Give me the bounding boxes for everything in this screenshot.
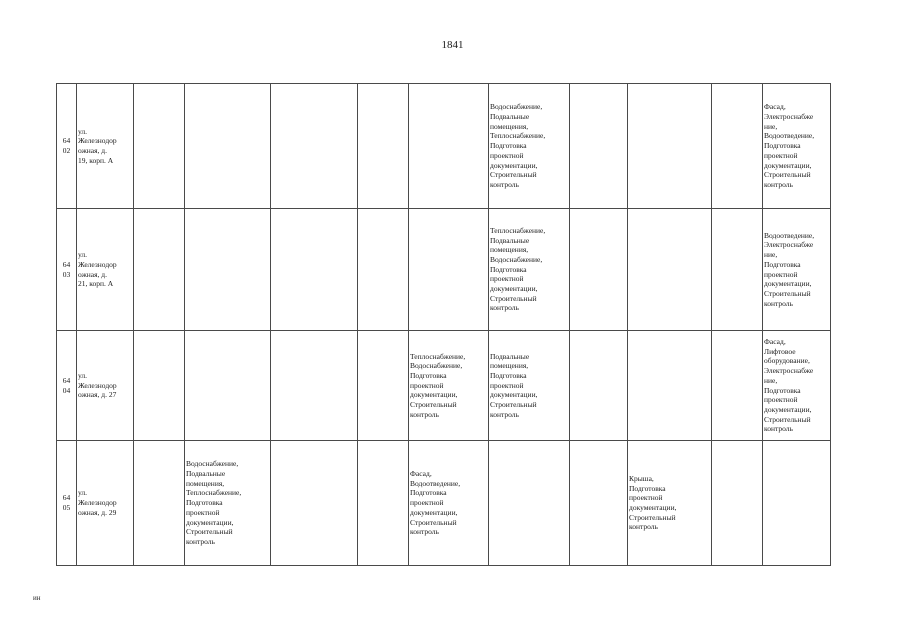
work-type-line: документации,: [410, 507, 458, 517]
address-line: ожная, д.: [78, 146, 107, 155]
table-cell: [570, 331, 628, 441]
address-line: ожная, д. 29: [78, 507, 117, 517]
work-type-line: Подготовка: [490, 370, 527, 380]
address-cell: [77, 84, 134, 209]
work-types-cell: [358, 84, 409, 209]
work-type-line: Строительный: [186, 527, 233, 537]
work-type-line: Водоотведение,: [410, 478, 461, 488]
work-type-line: помещения,: [490, 361, 529, 371]
table-cell: [628, 331, 712, 441]
work-type-line: Лифтовое: [764, 346, 796, 356]
table-row: [57, 441, 831, 566]
row-number-part: 04: [62, 385, 71, 395]
table-cell: [271, 209, 358, 331]
work-types-cell: [489, 331, 570, 441]
work-type-line: ние,: [764, 121, 778, 131]
work-type-line: Строительный: [490, 293, 537, 303]
work-type-line: документации,: [490, 284, 538, 294]
work-type-line: Крыша,: [629, 473, 654, 483]
address-line: ул.: [78, 250, 88, 260]
work-type-line: Подготовка: [764, 385, 801, 395]
work-types-cell: [489, 441, 570, 566]
work-type-line: Водоснабжение,: [186, 459, 239, 469]
address-line: 19, корп. А: [78, 155, 114, 165]
work-type-line: Подвальные: [186, 469, 226, 479]
work-type-line: Подготовка: [186, 498, 223, 508]
work-types-cell: [409, 331, 489, 441]
work-type-line: Подвальные: [490, 351, 530, 361]
work-type-line: Подготовка: [490, 264, 527, 274]
work-types-cell: [763, 84, 831, 209]
work-type-line: контроль: [629, 522, 658, 532]
address-line: ул.: [78, 488, 88, 498]
work-type-line: Фасад,: [764, 102, 786, 112]
work-type-line: Водоснабжение,: [410, 361, 463, 371]
row-number: [57, 84, 77, 209]
table-cell: [628, 209, 712, 331]
row-number-part: 03: [62, 269, 71, 279]
work-types-cell: [358, 331, 409, 441]
table-row: [57, 209, 831, 331]
address-line: Железнодор: [78, 259, 117, 269]
work-type-line: Подвальные: [490, 235, 530, 245]
work-type-line: контроль: [410, 409, 439, 419]
work-type-line: документации,: [490, 390, 538, 400]
table-cell: [271, 441, 358, 566]
work-type-line: проектной: [410, 380, 444, 390]
table-cell: [712, 84, 763, 209]
work-type-line: оборудование,: [764, 356, 810, 366]
work-type-line: Строительный: [764, 288, 811, 298]
address-cell: [77, 209, 134, 331]
work-type-line: контроль: [490, 409, 519, 419]
work-type-line: Строительный: [490, 400, 537, 410]
address-cell: [77, 331, 134, 441]
address-line: ожная, д. 27: [78, 390, 117, 400]
work-types-cell: [409, 84, 489, 209]
work-type-line: Подготовка: [629, 483, 666, 493]
row-number-part: 05: [62, 503, 71, 512]
work-type-line: ние,: [764, 250, 778, 260]
work-types-cell: [489, 209, 570, 331]
work-type-line: Фасад,: [764, 336, 786, 346]
table-cell: [628, 84, 712, 209]
work-types-cell: [409, 209, 489, 331]
work-type-line: проектной: [186, 507, 220, 517]
work-type-line: контроль: [764, 424, 793, 434]
work-types-cell: [409, 441, 489, 566]
work-type-line: контроль: [186, 536, 215, 546]
work-type-line: Строительный: [410, 400, 457, 410]
work-type-line: Электроснабже: [764, 366, 814, 376]
work-type-line: ние,: [764, 375, 778, 385]
table-cell: [185, 209, 271, 331]
work-type-line: проектной: [490, 274, 524, 284]
work-types-cell: [185, 441, 271, 566]
work-types-cell: [489, 84, 570, 209]
row-number-part: 64: [62, 136, 71, 146]
table-cell: [185, 84, 271, 209]
table-body: [57, 84, 831, 566]
work-type-line: Теплоснабжение,: [490, 225, 546, 235]
work-type-line: контроль: [490, 179, 519, 189]
row-number: [57, 209, 77, 331]
table-cell: [358, 441, 409, 566]
work-type-line: документации,: [410, 390, 458, 400]
address-line: Железнодор: [78, 498, 117, 508]
work-type-line: контроль: [410, 527, 439, 537]
work-types-cell: [763, 331, 831, 441]
work-type-line: контроль: [490, 303, 519, 313]
work-type-line: Фасад,: [410, 469, 432, 479]
address-line: Железнодор: [78, 380, 117, 390]
address-line: 21, корп. А: [78, 279, 114, 289]
work-type-line: документации,: [186, 517, 234, 527]
work-type-line: Подвальные: [490, 112, 530, 122]
address-line: Железнодор: [78, 136, 117, 146]
page-number: 1841: [441, 39, 464, 51]
work-type-line: проектной: [410, 498, 444, 508]
table-row: [57, 331, 831, 441]
work-type-line: Строительный: [410, 517, 457, 527]
table-cell: [271, 84, 358, 209]
table-cell: [271, 331, 358, 441]
work-type-line: Строительный: [764, 170, 811, 180]
row-number: [57, 441, 77, 566]
work-type-line: проектной: [764, 150, 798, 160]
table-cell: [570, 84, 628, 209]
work-type-line: Подготовка: [410, 488, 447, 498]
work-types-cell: [358, 209, 409, 331]
row-number: [57, 331, 77, 441]
work-types-cell: [763, 209, 831, 331]
work-type-line: проектной: [490, 150, 524, 160]
work-type-line: помещения,: [490, 121, 529, 131]
table-cell: [712, 209, 763, 331]
work-type-line: Водоотведение,: [764, 230, 815, 240]
work-type-line: Строительный: [764, 414, 811, 424]
work-type-line: проектной: [629, 493, 663, 503]
address-cell: [77, 441, 134, 566]
table-cell: [134, 84, 185, 209]
capital-repair-table: [56, 83, 831, 566]
work-types-cell: [763, 441, 831, 566]
work-type-line: Теплоснабжение,: [410, 351, 466, 361]
table-cell: [570, 441, 628, 566]
work-type-line: контроль: [764, 298, 793, 308]
address-line: ул.: [78, 370, 88, 380]
address-line: ожная, д.: [78, 269, 107, 279]
work-type-line: Подготовка: [490, 141, 527, 151]
work-type-line: Строительный: [629, 512, 676, 522]
row-number-part: 64: [62, 375, 71, 385]
work-type-line: Электроснабже: [764, 112, 814, 122]
table-cell: [185, 331, 271, 441]
table-row: [57, 84, 831, 209]
work-type-line: Подготовка: [764, 141, 801, 151]
table-cell: [570, 209, 628, 331]
work-type-line: документации,: [764, 404, 812, 414]
work-type-line: проектной: [764, 395, 798, 405]
work-type-line: проектной: [764, 269, 798, 279]
address-line: ул.: [78, 126, 88, 136]
table-cell: [134, 441, 185, 566]
work-type-line: Водоснабжение,: [490, 102, 543, 112]
footer-mark: ин: [33, 594, 41, 602]
work-type-line: документации,: [629, 503, 677, 512]
row-number-part: 02: [62, 146, 71, 155]
work-type-line: документации,: [764, 279, 812, 289]
work-type-line: помещения,: [490, 245, 529, 255]
work-type-line: помещения,: [186, 478, 225, 488]
work-type-line: документации,: [764, 160, 812, 170]
work-type-line: Строительный: [490, 170, 537, 180]
work-type-line: Электроснабже: [764, 240, 814, 250]
work-type-line: Водоснабжение,: [490, 254, 543, 264]
work-type-line: документации,: [490, 160, 538, 170]
row-number-part: 64: [62, 259, 71, 269]
work-type-line: Водоотведение,: [764, 131, 815, 141]
work-type-line: Теплоснабжение,: [186, 488, 242, 498]
work-type-line: Подготовка: [764, 259, 801, 269]
work-type-line: Теплоснабжение,: [490, 131, 546, 141]
work-types-cell: [628, 441, 712, 566]
table-cell: [712, 441, 763, 566]
work-type-line: проектной: [490, 380, 524, 390]
row-number-part: 64: [62, 493, 71, 503]
table-cell: [712, 331, 763, 441]
work-type-line: Подготовка: [410, 370, 447, 380]
table-cell: [134, 209, 185, 331]
work-type-line: контроль: [764, 179, 793, 189]
table-cell: [134, 331, 185, 441]
